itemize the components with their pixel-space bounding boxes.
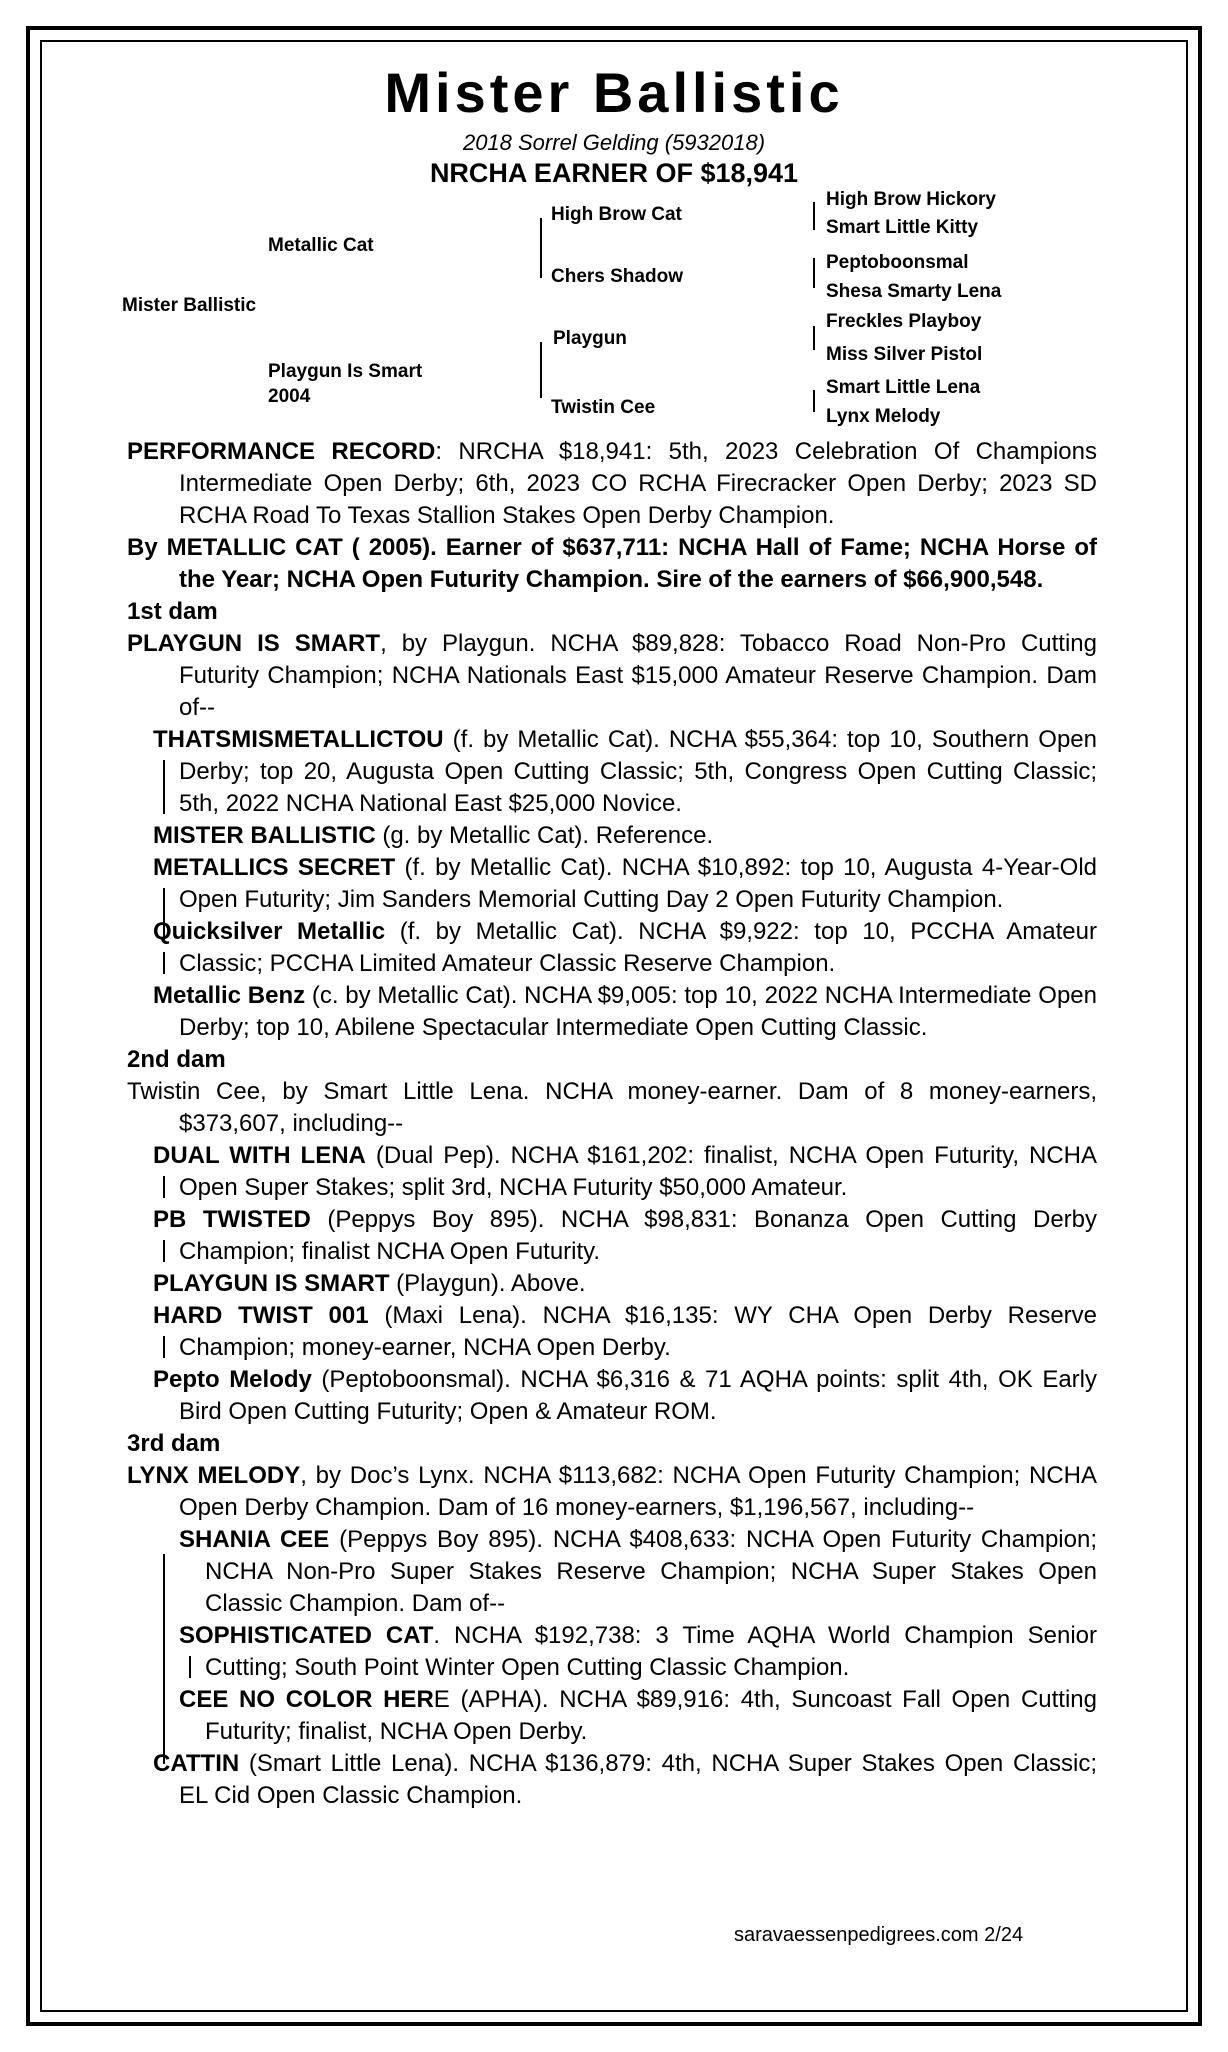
pedigree-horse: Mister Ballistic [122, 295, 257, 316]
dam3-name: LYNX MELODY [127, 1462, 301, 1489]
produce-text: (Maxi Lena). NCHA $16,135: WY CHA Open Derby Reserve Champion; money-earner, NCHA Open Derby. [179, 1302, 1098, 1361]
produce-name: CEE NO COLOR HER [179, 1686, 434, 1713]
pedigree-sdd: Shesa Smarty Lena [826, 281, 1002, 302]
produce-name: METALLICS SECRET [153, 854, 396, 881]
produce-name: MISTER BALLISTIC [153, 822, 376, 849]
produce-text: (Playgun). Above. [389, 1270, 586, 1297]
pedigree-dam-year: 2004 [268, 386, 311, 407]
produce-text: (g. by Metallic Cat). Reference. [375, 822, 714, 849]
produce-name: PLAYGUN IS SMART [153, 1270, 390, 1297]
performance-record [127, 436, 1097, 532]
produce-name: THATSMISMETALLICTOU [153, 726, 444, 753]
produce-name: Quicksilver Metallic [153, 918, 386, 945]
pedigree-sire-sire: High Brow Cat [551, 204, 682, 225]
produce-name: CATTIN [153, 1750, 240, 1777]
produce-text: (c. by Metallic Cat). NCHA $9,005: top 10, 2022 NCHA Intermediate Open Derby; top 10, Abilene Spectacular Intermediate Open Cutting Classic. [179, 982, 1097, 1041]
dam2-text: Twistin Cee, by Smart Little Lena. NCHA money-earner. Dam of 8 money-earners, $373,607, including-- [127, 1078, 1097, 1137]
bracket-sire [540, 218, 542, 278]
dam1-heading: 1st dam [127, 598, 218, 625]
pedigree-ssd: Smart Little Kitty [826, 217, 979, 238]
produce-item [179, 1684, 1097, 1748]
produce-text: . NCHA $192,738: 3 Time AQHA World Champion Senior Cutting; South Point Winter Open Cutting Classic Champion. [205, 1622, 1097, 1681]
horse-subtitle: 2018 Sorrel Gelding (5932018) [462, 130, 766, 155]
record-body [127, 436, 1097, 1812]
bracket-dd [813, 390, 815, 412]
sire-record: By METALLIC CAT ( 2005). Earner of $637,711: NCHA Hall of Fame; NCHA Horse of the Year; NCHA Open Futurity Champion. Sire of the earners of $66,900,548. [127, 534, 1097, 593]
bracket-sd [813, 258, 815, 288]
produce-name: Metallic Benz [153, 982, 306, 1009]
produce-item [153, 1748, 1097, 1812]
dam3-shania-group [127, 1524, 1097, 1748]
group-bracket [163, 1554, 165, 1764]
produce-item [153, 1204, 1097, 1268]
pedigree-dds: Smart Little Lena [826, 377, 981, 398]
horse-title: Mister Ballistic [384, 61, 844, 124]
bracket-ds [813, 326, 815, 350]
produce-text: E (APHA). NCHA $89,916: 4th, Suncoast Fall Open Cutting Futurity; finalist, NCHA Open Derby. [205, 1686, 1098, 1745]
produce-item [153, 852, 1097, 916]
dam2-heading: 2nd dam [127, 1046, 226, 1073]
produce-item [153, 724, 1097, 820]
produce-text: (f. by Metallic Cat). NCHA $55,364: top 10, Southern Open Derby; top 20, Augusta Open Cutting Classic; 5th, Congress Open Cutting Classic; 5th, 2022 NCHA National East $25,000 Novice. [179, 726, 1097, 817]
pedigree-dam-dam: Twistin Cee [551, 397, 656, 418]
produce-item [153, 980, 1097, 1044]
produce-item [153, 1364, 1097, 1428]
pedigree-sss: High Brow Hickory [826, 189, 996, 210]
dam1-text: , by Playgun. NCHA $89,828: Tobacco Road Non-Pro Cutting Futurity Champion; NCHA Nationals East $15,000 Amateur Reserve Champion. Dam of-- [179, 630, 1097, 721]
produce-name: Pepto Melody [153, 1366, 312, 1393]
pedigree-sire-dam: Chers Shadow [551, 266, 683, 287]
produce-item [153, 820, 1097, 852]
produce-text: (Peppys Boy 895). NCHA $408,633: NCHA Open Futurity Champion; NCHA Non-Pro Super Stakes Reserve Champion; NCHA Super Stakes Open Classic Champion. Dam of-- [205, 1526, 1097, 1617]
dam1-name: PLAYGUN IS SMART [127, 630, 381, 657]
pedigree-dam-sire: Playgun [553, 328, 627, 349]
earner-line: NRCHA EARNER OF $18,941 [429, 158, 799, 188]
dam3-entry [127, 1460, 1097, 1524]
dam3-text: , by Doc’s Lynx. NCHA $113,682: NCHA Open Futurity Champion; NCHA Open Derby Champion. Dam of 16 money-earners, $1,196,567, including-- [179, 1462, 1098, 1521]
produce-text: (Dual Pep). NCHA $161,202: finalist, NCHA Open Futurity, NCHA Open Super Stakes; split 3rd, NCHA Futurity $50,000 Amateur. [179, 1142, 1098, 1201]
produce-name: DUAL WITH LENA [153, 1142, 366, 1169]
pedigree-dsd: Miss Silver Pistol [826, 344, 983, 365]
pedigree-dss: Freckles Playboy [826, 311, 982, 332]
produce-text: (Peptoboonsmal). NCHA $6,316 & 71 AQHA points: split 4th, OK Early Bird Open Cutting Futurity; Open & Amateur ROM. [179, 1366, 1097, 1425]
footer-credit: saravaessenpedigrees.com 2/24 [734, 1924, 1024, 1946]
produce-text: (f. by Metallic Cat). NCHA $10,892: top 10, Augusta 4-Year-Old Open Futurity; Jim Sanders Memorial Cutting Day 2 Open Futurity Champion. [179, 854, 1097, 913]
pedigree-sire: Metallic Cat [268, 235, 374, 256]
bracket-ss [813, 202, 815, 230]
bracket-dam [540, 342, 542, 398]
pedigree-sds: Peptoboonsmal [826, 252, 969, 273]
produce-item [179, 1620, 1097, 1684]
produce-item [153, 1300, 1097, 1364]
produce-text: (Peppys Boy 895). NCHA $98,831: Bonanza Open Cutting Derby Champion; finalist NCHA Open Futurity. [179, 1206, 1098, 1265]
produce-item [153, 916, 1097, 980]
produce-name: PB TWISTED [153, 1206, 311, 1233]
pedigree-ddd: Lynx Melody [826, 406, 941, 427]
produce-item [153, 1140, 1097, 1204]
produce-item [179, 1524, 1097, 1620]
pedigree-dam: Playgun Is Smart [268, 361, 423, 382]
produce-name: SOPHISTICATED CAT [179, 1622, 434, 1649]
performance-text: : NRCHA $18,941: 5th, 2023 Celebration Of Champions Intermediate Open Derby; 6th, 2023 CO RCHA Firecracker Open Derby; 2023 SD RCHA Road To Texas Stallion Stakes Open Derby Champion. [179, 438, 1097, 529]
produce-item [153, 1268, 1097, 1300]
produce-name: HARD TWIST 001 [153, 1302, 369, 1329]
produce-text: (f. by Metallic Cat). NCHA $9,922: top 10, PCCHA Amateur Classic; PCCHA Limited Amateur Classic Reserve Champion. [179, 918, 1097, 977]
dam1-entry [127, 628, 1097, 724]
performance-label: PERFORMANCE RECORD [127, 438, 436, 465]
dam3-heading: 3rd dam [127, 1430, 221, 1457]
produce-text: (Smart Little Lena). NCHA $136,879: 4th, NCHA Super Stakes Open Classic; EL Cid Open Classic Champion. [179, 1750, 1097, 1809]
produce-name: SHANIA CEE [179, 1526, 330, 1553]
